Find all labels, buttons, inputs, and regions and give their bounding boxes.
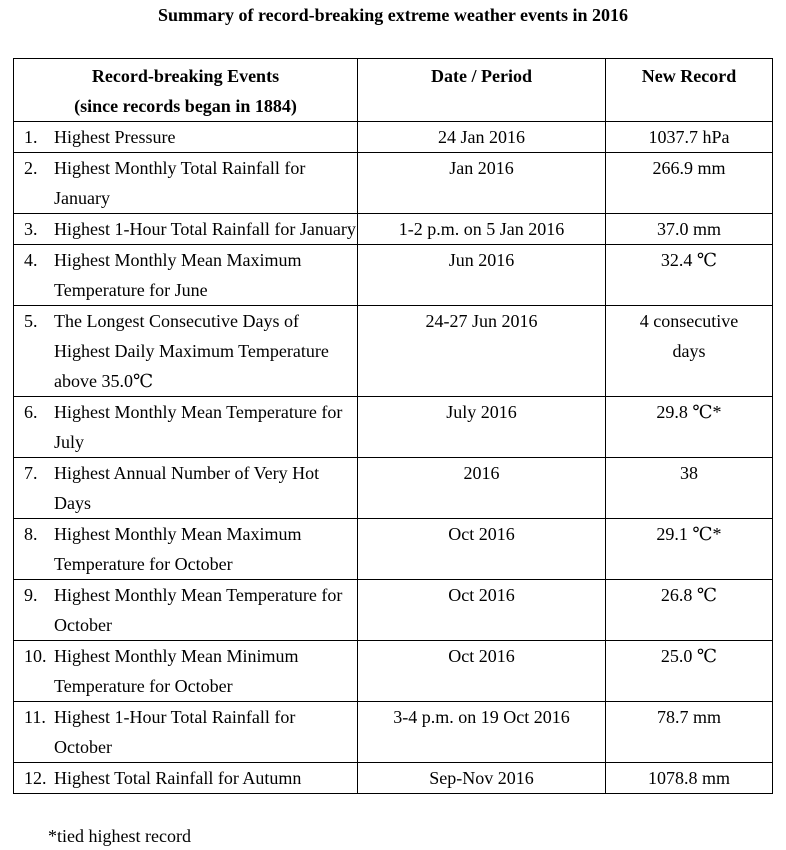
event-name: Highest Monthly Mean Minimum Temperature for October [54, 646, 299, 696]
record-cell: 266.9 mm [606, 153, 773, 214]
event-cell [14, 397, 358, 458]
page-title: Summary of record-breaking extreme weather events in 2016 [157, 5, 629, 25]
event-cell [14, 214, 358, 245]
event-number: 6. [24, 402, 38, 422]
header-events-line1: Record-breaking Events [91, 66, 280, 86]
record-cell: 37.0 mm [606, 214, 773, 245]
date-cell: Oct 2016 [358, 641, 606, 702]
table-row [14, 458, 773, 519]
table-row [14, 245, 773, 306]
date-cell: Oct 2016 [358, 519, 606, 580]
event-name: Highest Monthly Mean Maximum Temperature for October [54, 524, 302, 574]
header-record: New Record [606, 59, 773, 122]
event-number: 8. [24, 524, 38, 544]
event-name: The Longest Consecutive Days of Highest Daily Maximum Temperature above 35.0℃ [54, 311, 329, 391]
record-cell: 26.8 ℃ [606, 580, 773, 641]
event-name: Highest Pressure [54, 127, 176, 147]
table-header-row [14, 59, 773, 122]
table-row [14, 214, 773, 245]
event-name: Highest 1-Hour Total Rainfall for January [54, 219, 356, 239]
event-number: 9. [24, 585, 38, 605]
footnote: *tied highest record [48, 826, 191, 846]
event-cell [14, 458, 358, 519]
event-name: Highest Total Rainfall for Autumn [54, 768, 302, 788]
event-name: Highest 1-Hour Total Rainfall for October [54, 707, 296, 757]
record-cell: 4 consecutive days [606, 306, 773, 397]
header-events-line2: (since records began in 1884) [74, 96, 297, 116]
date-cell: 2016 [358, 458, 606, 519]
event-cell [14, 580, 358, 641]
event-number: 12. [24, 768, 47, 788]
table-row [14, 641, 773, 702]
event-number: 10. [24, 646, 47, 666]
table-row [14, 702, 773, 763]
record-cell: 32.4 ℃ [606, 245, 773, 306]
event-cell [14, 763, 358, 794]
date-cell: Jan 2016 [358, 153, 606, 214]
event-number: 2. [24, 158, 38, 178]
event-cell [14, 306, 358, 397]
record-cell: 29.8 ℃* [606, 397, 773, 458]
date-cell: Sep-Nov 2016 [358, 763, 606, 794]
event-name: Highest Monthly Mean Temperature for July [54, 402, 343, 452]
event-cell [14, 153, 358, 214]
event-number: 1. [24, 127, 38, 147]
records-table [13, 58, 773, 794]
date-cell: July 2016 [358, 397, 606, 458]
date-cell: 24 Jan 2016 [358, 122, 606, 153]
event-name: Highest Annual Number of Very Hot Days [54, 463, 320, 513]
date-cell: Jun 2016 [358, 245, 606, 306]
event-name: Highest Monthly Mean Temperature for October [54, 585, 343, 635]
event-cell [14, 702, 358, 763]
event-cell [14, 245, 358, 306]
record-cell: 29.1 ℃* [606, 519, 773, 580]
date-cell: 1-2 p.m. on 5 Jan 2016 [358, 214, 606, 245]
event-cell [14, 519, 358, 580]
table-row [14, 397, 773, 458]
event-name: Highest Monthly Mean Maximum Temperature for June [54, 250, 302, 300]
date-cell: 3-4 p.m. on 19 Oct 2016 [358, 702, 606, 763]
event-number: 5. [24, 311, 38, 331]
event-cell [14, 122, 358, 153]
record-cell: 38 [606, 458, 773, 519]
record-cell: 1078.8 mm [606, 763, 773, 794]
event-number: 4. [24, 250, 38, 270]
table-row [14, 580, 773, 641]
header-events [14, 59, 358, 122]
table-row [14, 122, 773, 153]
event-number: 11. [24, 707, 46, 727]
date-cell: Oct 2016 [358, 580, 606, 641]
record-cell: 25.0 ℃ [606, 641, 773, 702]
header-date: Date / Period [358, 59, 606, 122]
event-number: 3. [24, 219, 38, 239]
table-row [14, 763, 773, 794]
event-number: 7. [24, 463, 38, 483]
table-row [14, 306, 773, 397]
date-cell: 24-27 Jun 2016 [358, 306, 606, 397]
table-row [14, 519, 773, 580]
record-cell: 78.7 mm [606, 702, 773, 763]
record-cell: 1037.7 hPa [606, 122, 773, 153]
event-cell [14, 641, 358, 702]
table-row [14, 153, 773, 214]
event-name: Highest Monthly Total Rainfall for January [54, 158, 306, 208]
